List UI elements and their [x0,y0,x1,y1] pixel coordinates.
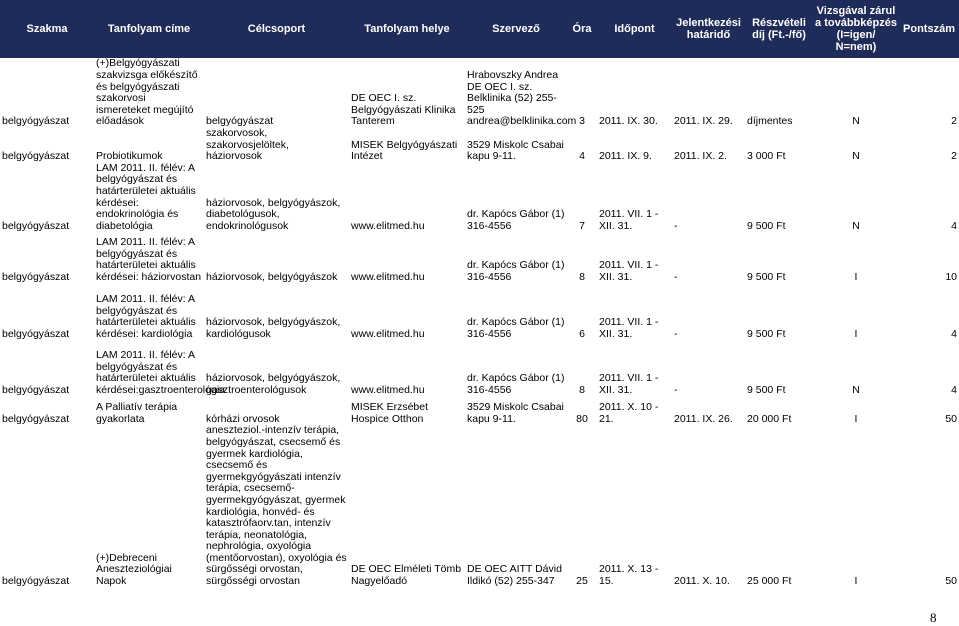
header-jelentkezesi-hatarido: Jelentkezési határidő [672,0,745,58]
cell-celcsoport: háziorvosok, belgyógyászok, kardiológusok [206,316,341,340]
cell-tanfolyam-cime: Probiotikumok [96,150,163,163]
cell-reszveteli-dij: 9 500 Ft [747,270,786,283]
cell-reszveteli-dij: 20 000 Ft [747,412,792,425]
cell-ora: 7 [579,219,585,232]
cell-celcsoport: szakorvosok, szakorvosjelöltek, háziorvosok [206,127,289,163]
cell-szervezo: 3529 Miskolc Csabai kapu 9-11. [467,138,564,163]
cell-celcsoport: kórházi orvosok [206,412,280,425]
header-ora: Óra [567,0,597,58]
cell-szervezo: dr. Kapócs Gábor (1) 316-4556 [467,259,565,283]
cell-tanfolyam-cime: LAM 2011. II. félév: A belgyógyászat és határterületei aktuális kérdései: endokrinológia és diabetológia [96,161,196,232]
cell-szervezo: DE OEC AITT Dávid Ildikó (52) 255-347 [467,563,562,588]
cell-tanfolyam-cime: (+)Debreceni Aneszteziológiai Napok [96,551,172,588]
cell-reszveteli-dij: 9 500 Ft [747,327,786,340]
cell-vizsga: I [854,575,858,588]
cell-vizsga: N [852,150,860,163]
cell-idopont: 2011. IX. 30. [599,115,658,128]
cell-pontszam: 4 [951,327,957,340]
cell-hatarido: 2011. IX. 26. [674,412,733,425]
cell-idopont: 2011. VII. 1 - XII. 31. [599,316,659,340]
cell-szakma: belgyógyászat [2,575,70,588]
table-row [0,396,959,425]
cell-idopont: 2011. VII. 1 - XII. 31. [599,259,659,283]
cell-hatarido: 2011. IX. 2. [674,150,727,163]
cell-szakma: belgyógyászat [2,270,70,283]
header-szervezo: Szervező [465,0,567,58]
cell-pontszam: 4 [951,219,957,232]
cell-pontszam: 2 [951,150,957,163]
cell-reszveteli-dij: 9 500 Ft [747,383,786,396]
table-row [0,283,959,340]
cell-pontszam: 50 [945,575,957,588]
cell-pontszam: 10 [945,270,957,283]
cell-idopont: 2011. X. 10 - 21. [599,401,659,425]
header-tanfolyam-helye: Tanfolyam helye [349,0,465,58]
cell-szakma: belgyógyászat [2,150,70,163]
header-reszveteli-dij: Részvételi díj (Ft.-/fő) [745,0,813,58]
cell-tanfolyam-helye: DE OEC I. sz. Belgyógyászati Klinika Tanterem [351,92,456,128]
cell-hatarido: - [674,383,678,396]
table-row [0,340,959,396]
cell-tanfolyam-helye: www.elitmed.hu [351,327,425,340]
page-number: 8 [930,610,937,625]
cell-tanfolyam-cime: LAM 2011. II. félév: A belgyógyászat és határterületei aktuális kérdései:gasztroenterológia [96,348,225,396]
header-vizsga: Vizsgával zárul a továbbképzés (I=igen/ N=nem) [813,0,899,58]
cell-tanfolyam-cime: LAM 2011. II. félév: A belgyógyászat és határterületei aktuális kérdései: háziorvostan [96,235,202,283]
cell-idopont: 2011. IX. 9. [599,150,652,163]
cell-tanfolyam-helye: DE OEC Elméleti Tömb Nagyelőadó [351,563,462,588]
cell-szervezo: Hrabovszky Andrea DE OEC I. sz. Belklinika (52) 255-525 andrea@belklinika.com [467,69,577,128]
cell-reszveteli-dij: 25 000 Ft [747,575,792,588]
cell-tanfolyam-cime: A Palliatív terápia gyakorlata [96,401,178,425]
cell-ora: 80 [576,412,588,425]
cell-celcsoport: aneszteziol.-intenzív terápia, belgyógyászat, csecsemő és gyermek kardiológia, csecsemő és gyermekgyógyászati intenzív terápia, csecsemő-gyermekgyógyászat, gyermek kardiológia, honvéd- és katasztrófaorv.tan, intenzív terápia, neonatológia, nephrológia, oxyológia (mentőorvostan), oxyológia és sürgősségi orvostan, sürgősségi orvostan [206,424,347,588]
cell-hatarido: - [674,219,678,232]
cell-ora: 6 [579,327,585,340]
cell-szervezo: dr. Kapócs Gábor (1) 316-4556 [467,316,565,340]
table-row [0,425,959,587]
cell-idopont: 2011. X. 13 - 15. [599,563,659,588]
cell-szervezo: dr. Kapócs Gábor (1) 316-4556 [467,372,565,396]
cell-vizsga: N [852,383,860,396]
cell-tanfolyam-cime: (+)Belgyógyászati szakvizsga előkészítő és belgyógyászati szakorvosi ismereteket megújító előadások [96,57,198,128]
cell-tanfolyam-helye: www.elitmed.hu [351,270,425,283]
header-tanfolyam-cime: Tanfolyam címe [94,0,204,58]
header-celcsoport: Célcsoport [204,0,349,58]
cell-ora: 8 [579,270,585,283]
table-row [0,163,959,233]
cell-tanfolyam-helye: MISEK Belgyógyászati Intézet [351,138,458,163]
cell-pontszam: 2 [951,115,957,128]
cell-ora: 8 [579,383,585,396]
cell-celcsoport: háziorvosok, belgyógyászok, diabetológusok, endokrinológusok [206,196,341,232]
cell-szakma: belgyógyászat [2,219,70,232]
cell-ora: 4 [579,150,585,163]
cell-vizsga: I [854,412,858,425]
cell-vizsga: I [854,270,858,283]
cell-celcsoport: háziorvosok, belgyógyászok, gasztroenterológusok [206,372,341,396]
header-szakma: Szakma [0,0,94,58]
table-row [0,58,959,128]
cell-tanfolyam-cime: LAM 2011. II. félév: A belgyógyászat és határterületei aktuális kérdései: kardiológia [96,292,196,340]
header-pontszam: Pontszám [899,0,959,58]
cell-hatarido: - [674,270,678,283]
cell-idopont: 2011. VII. 1 - XII. 31. [599,208,659,232]
cell-szakma: belgyógyászat [2,115,70,128]
table-row [0,128,959,163]
cell-pontszam: 50 [945,412,957,425]
header-idopont: Időpont [597,0,672,58]
cell-szakma: belgyógyászat [2,412,70,425]
cell-reszveteli-dij: díjmentes [747,115,793,128]
cell-pontszam: 4 [951,383,957,396]
cell-hatarido: 2011. IX. 29. [674,115,733,128]
cell-celcsoport: belgyógyászat [206,115,274,128]
table-row [0,232,959,283]
cell-ora: 25 [576,575,588,588]
cell-szakma: belgyógyászat [2,383,70,396]
cell-ora: 3 [579,115,585,128]
cell-reszveteli-dij: 9 500 Ft [747,219,786,232]
cell-hatarido: 2011. X. 10. [674,575,730,588]
cell-szervezo: dr. Kapócs Gábor (1) 316-4556 [467,208,565,232]
cell-tanfolyam-helye: www.elitmed.hu [351,219,425,232]
cell-vizsga: N [852,115,860,128]
cell-tanfolyam-helye: MISEK Erzsébet Hospice Otthon [351,401,429,425]
cell-celcsoport: háziorvosok, belgyógyászok [206,270,338,283]
cell-szervezo: 3529 Miskolc Csabai kapu 9-11. [467,401,564,425]
cell-vizsga: I [854,327,858,340]
cell-idopont: 2011. VII. 1 - XII. 31. [599,372,659,396]
cell-tanfolyam-helye: www.elitmed.hu [351,383,425,396]
cell-reszveteli-dij: 3 000 Ft [747,150,786,163]
header-row [0,0,959,58]
cell-szakma: belgyógyászat [2,327,70,340]
cell-vizsga: N [852,219,860,232]
cell-hatarido: - [674,327,678,340]
